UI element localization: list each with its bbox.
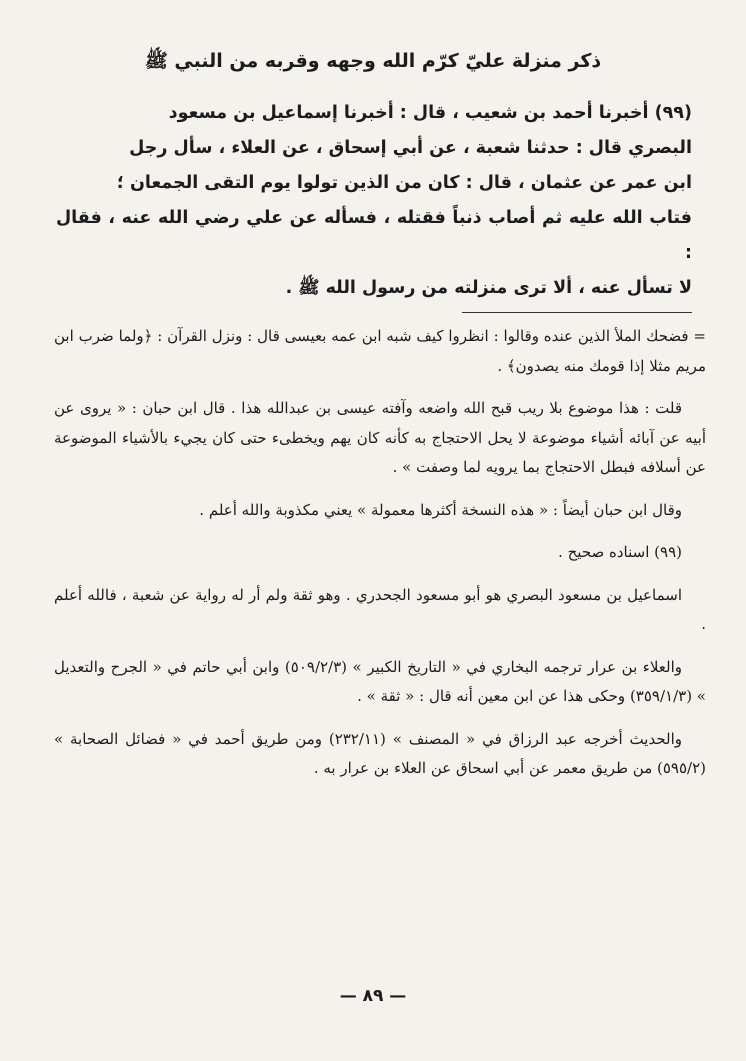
footnote-divider	[462, 312, 692, 313]
running-header: ذكر منزلة عليّ كرّم الله وجهه وقربه من النبي ﷺ	[144, 50, 602, 72]
footnote-paragraph: اسماعيل بن مسعود البصري هو أبو مسعود الجحدري . وهو ثقة ولم أر له رواية عن شعبة ، فالله أعلم .	[54, 585, 706, 633]
footnote-paragraph: والعلاء بن عرار ترجمه البخاري في « التاريخ الكبير » (٥٠٩/٢/٣) وابن أبي حاتم في « الجرح والتعديل » (٣٥٩/١/٣) وحكى هذا عن ابن معين أنه قال : « ثقة » .	[54, 657, 706, 705]
footnote-paragraph: والحديث أخرجه عبد الرزاق في « المصنف » (٢٣٢/١١) ومن طريق أحمد في « فضائل الصحابة » (٥٩٥/٢) من طريق معمر عن أبي اسحاق عن العلاء بن عرار به .	[54, 729, 706, 777]
hadith-line: (٩٩) أخبرنا أحمد بن شعيب ، قال : أخبرنا إسماعيل بن مسعود	[168, 103, 692, 123]
footnote-paragraph: قلت : هذا موضوع بلا ريب قبح الله واضعه وآفته عيسى بن عبدالله هذا . قال ابن حبان : « يروى عن أبيه عن آبائه أشياء موضوعة لا يحل الاحتجاج به كأنه كان يهم ويخطىء حتى كان يجيء بالأشياء الموضوعة عن أسلافه فبطل الاحتجاج بما يرويه لما وصفت » .	[54, 399, 706, 476]
footnote-paragraph: وقال ابن حبان أيضاً : « هذه النسخة أكثرها معمولة » يعني مكذوبة والله أعلم .	[199, 500, 682, 519]
hadith-line: البصري قال : حدثنا شعبة ، عن أبي إسحاق ، عن العلاء ، سأل رجل	[129, 138, 692, 158]
page-number: — ٨٩ —	[339, 986, 407, 1006]
footnote-continuation: = فضحك الملأ الذين عنده وقالوا : انظروا كيف شبه ابن عمه بعيسى قال : ونزل القرآن : ﴿ولما ضرب ابن مريم مثلا إذا قومك منه يصدون﴾ .	[54, 327, 706, 375]
hadith-line: فتاب الله عليه ثم أصاب ذنباً فقتله ، فسأله عن علي رضي الله عنه ، فقال :	[56, 208, 692, 263]
footnotes-section	[54, 322, 706, 797]
hadith-line: لا تسأل عنه ، ألا ترى منزلته من رسول الله ﷺ .	[285, 278, 692, 298]
footnote-heading: (٩٩) اسناده صحيح .	[558, 543, 682, 561]
hadith-text	[56, 96, 692, 306]
hadith-line: ابن عمر عن عثمان ، قال : كان من الذين تولوا يوم التقى الجمعان ؛	[116, 173, 692, 193]
